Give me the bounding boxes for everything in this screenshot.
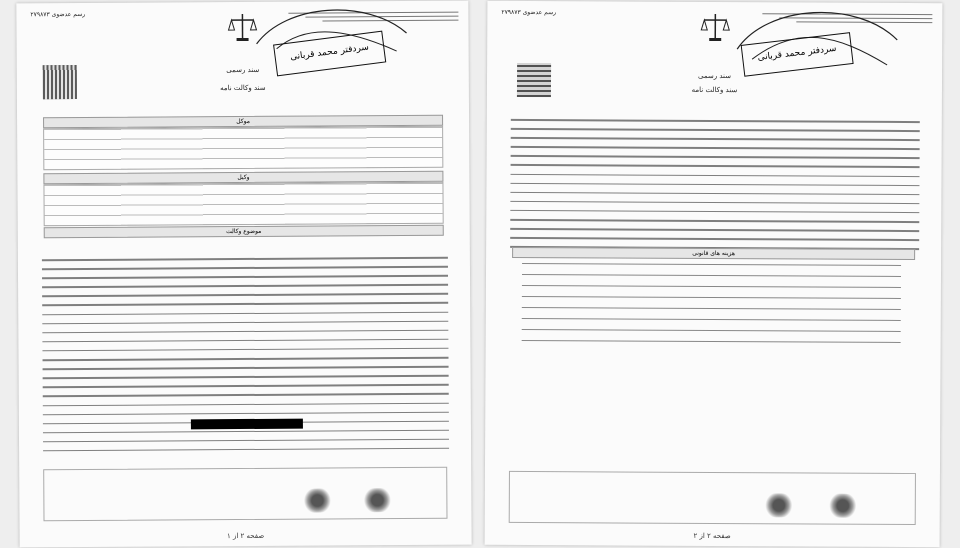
document-page-1 bbox=[16, 1, 471, 548]
page-number: صفحه ٢ از ١ bbox=[226, 531, 265, 541]
notary-stamp: سردفتر محمد قربانی bbox=[741, 32, 854, 77]
header-reference: رسم عدضوی ٢٧٩٨٧٣ bbox=[30, 10, 86, 19]
fees-section-title: هزینه های قانونی bbox=[512, 247, 915, 260]
signature-footer bbox=[43, 467, 447, 521]
header-reference: رسم عدضوی ٢٧٩٨٧٣ bbox=[501, 8, 557, 17]
fingerprint-2 bbox=[362, 488, 392, 512]
signature-footer bbox=[509, 471, 916, 525]
doc-subtitle: سند وکالت نامه bbox=[220, 83, 266, 93]
fingerprint-1 bbox=[764, 493, 794, 517]
document-page-2 bbox=[485, 1, 943, 547]
subject-section-title: موضوع وکالت bbox=[44, 225, 444, 238]
fingerprint-1 bbox=[302, 488, 332, 512]
doc-subtitle: سند وکالت نامه bbox=[691, 85, 738, 95]
body-text bbox=[510, 119, 920, 258]
principal-info-grid bbox=[43, 126, 443, 170]
doc-type: سند رسمی bbox=[698, 71, 732, 81]
fingerprint-2 bbox=[828, 494, 858, 518]
agent-info-grid bbox=[43, 182, 443, 226]
principal-section-title: موکل bbox=[43, 115, 443, 128]
notary-stamp: سردفتر محمد قربانی bbox=[273, 31, 386, 77]
agent-section-title: وکیل bbox=[43, 171, 443, 184]
page-number: صفحه ٢ از ٢ bbox=[693, 531, 731, 541]
doc-type: سند رسمی bbox=[226, 65, 260, 75]
fees-list bbox=[522, 263, 901, 353]
scales-emblem-icon bbox=[699, 10, 731, 50]
redaction-bar bbox=[191, 419, 303, 430]
